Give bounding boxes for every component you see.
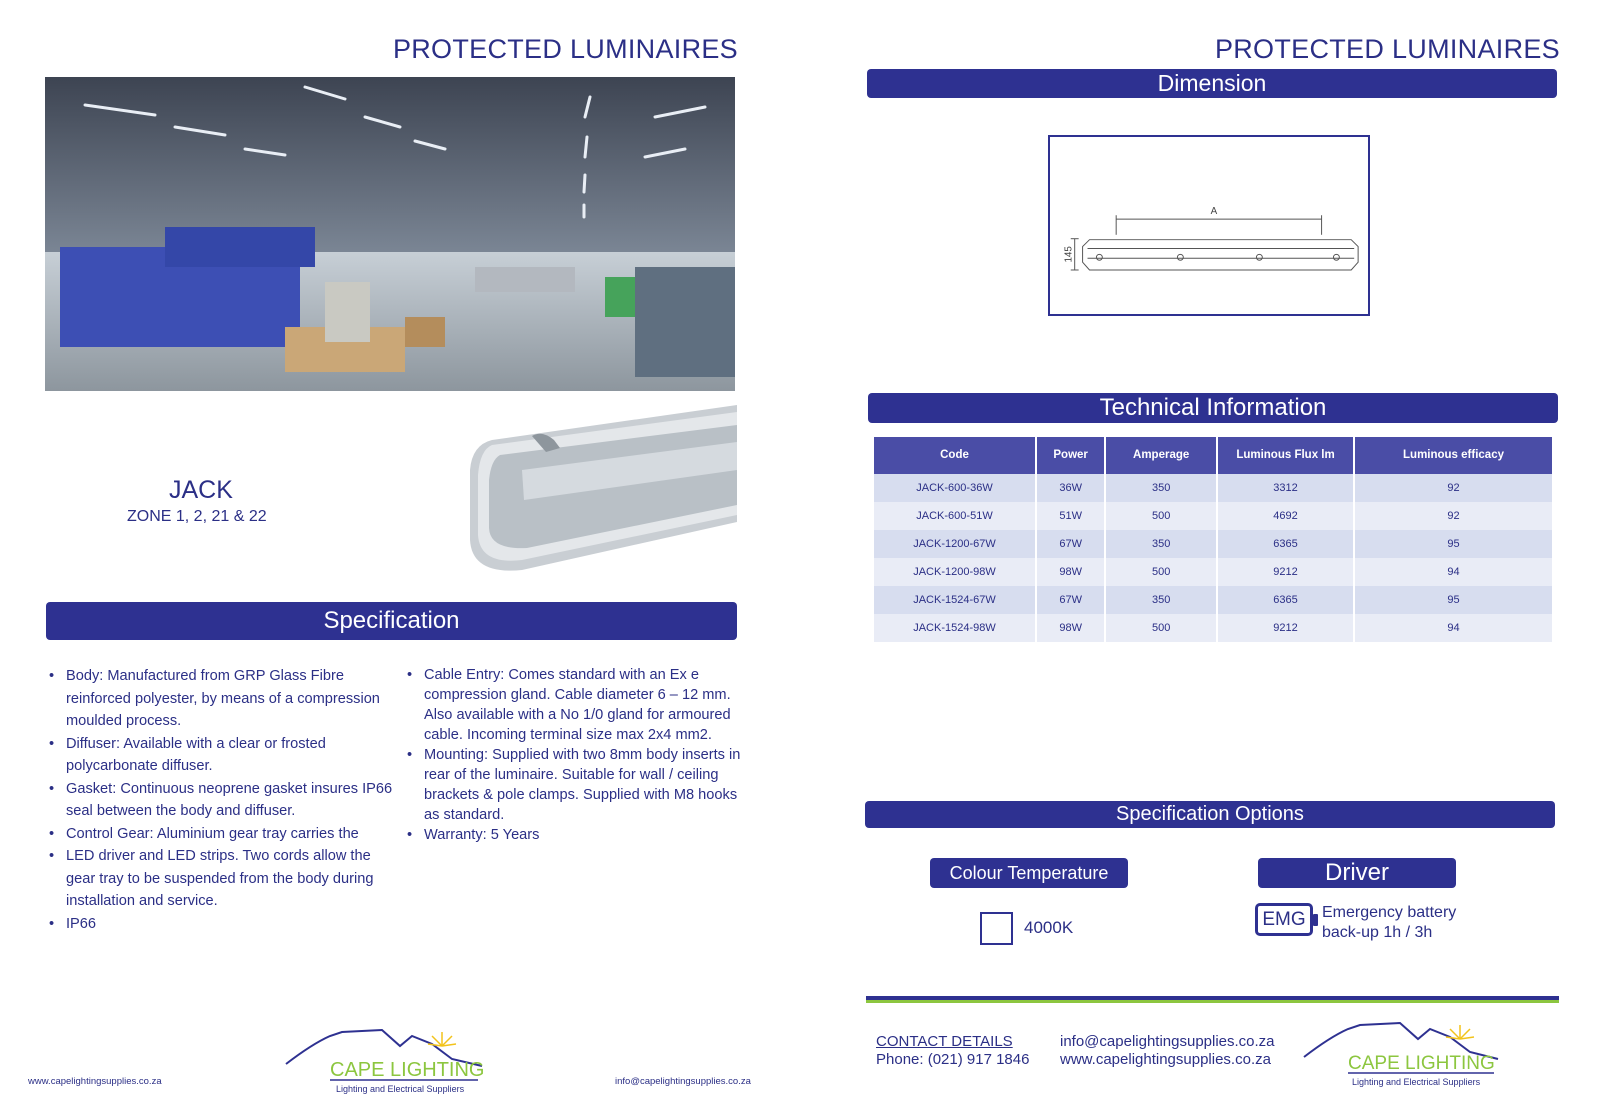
spec-item: • Control Gear: Aluminium gear tray carries the <box>46 823 396 846</box>
technical-table <box>872 437 1554 642</box>
specification-heading: Specification <box>46 602 737 640</box>
cell-luminous-flux: 3312 <box>1218 474 1353 502</box>
cell-luminous-flux: 6365 <box>1218 586 1353 614</box>
dimension-label-height: 145 <box>1063 246 1075 263</box>
cell-amperage: 500 <box>1106 502 1216 530</box>
page-title: PROTECTED LUMINAIRES <box>392 34 738 64</box>
table-row <box>874 474 1552 502</box>
cell-amperage: 500 <box>1106 614 1216 642</box>
cell-code: JACK-1200-67W <box>874 530 1035 558</box>
colour-temp-label: 4000K <box>1024 918 1074 937</box>
product-zone: ZONE 1, 2, 21 & 22 <box>127 508 267 525</box>
driver-heading: Driver <box>1258 858 1456 888</box>
colour-temperature-heading: Colour Temperature <box>930 858 1128 888</box>
col-header-luminous-efficacy: Luminous efficacy <box>1355 437 1552 474</box>
cell-luminous-flux: 9212 <box>1218 614 1353 642</box>
table-row <box>874 502 1552 530</box>
page-title: PROTECTED LUMINAIRES <box>1214 34 1560 64</box>
cell-amperage: 500 <box>1106 558 1216 586</box>
table-row <box>874 530 1552 558</box>
table-row <box>874 586 1552 614</box>
cell-luminous-efficacy: 92 <box>1355 502 1552 530</box>
cell-luminous-efficacy: 94 <box>1355 614 1552 642</box>
colour-temp-checkbox[interactable] <box>980 912 1013 945</box>
dimension-heading: Dimension <box>867 69 1557 98</box>
spec-list-right <box>404 665 749 845</box>
cape-lighting-logo <box>282 1024 492 1098</box>
footer-website: www.capelightingsupplies.co.za <box>28 1076 162 1087</box>
spec-list-left <box>46 665 396 935</box>
cell-luminous-flux: 9212 <box>1218 558 1353 586</box>
cell-code: JACK-1524-98W <box>874 614 1035 642</box>
table-row <box>874 614 1552 642</box>
cell-power: 67W <box>1037 530 1104 558</box>
technical-table-body <box>874 474 1552 642</box>
cell-luminous-flux: 6365 <box>1218 530 1353 558</box>
footer-rule-green <box>866 1000 1559 1003</box>
cape-lighting-logo <box>1300 1015 1505 1093</box>
contact-phone: Phone: (021) 917 1846 <box>876 1051 1030 1068</box>
logo-name: CAPE LIGHTING <box>330 1059 485 1081</box>
specification-options-heading: Specification Options <box>865 801 1555 828</box>
spec-item: • Warranty: 5 Years <box>404 825 749 845</box>
cell-luminous-efficacy: 95 <box>1355 530 1552 558</box>
cell-amperage: 350 <box>1106 586 1216 614</box>
cell-luminous-efficacy: 94 <box>1355 558 1552 586</box>
spec-item: • Mounting: Supplied with two 8mm body inserts in rear of the luminaire. Suitable for wall / ceiling brackets & pole clamps. Supplied with M8 hooks as standard. <box>404 745 749 825</box>
cell-code: JACK-600-36W <box>874 474 1035 502</box>
cell-power: 67W <box>1037 586 1104 614</box>
spec-item: • Gasket: Continuous neoprene gasket insures IP66 seal between the body and diffuser. <box>46 778 396 823</box>
cell-luminous-flux: 4692 <box>1218 502 1353 530</box>
cell-amperage: 350 <box>1106 530 1216 558</box>
table-header-row <box>874 437 1552 474</box>
cell-power: 98W <box>1037 614 1104 642</box>
col-header-luminous-flux: Luminous Flux lm <box>1218 437 1353 474</box>
product-name: JACK <box>169 476 233 504</box>
logo-tagline: Lighting and Electrical Suppliers <box>336 1084 465 1094</box>
dimension-label-a: A <box>1210 206 1218 218</box>
col-header-amperage: Amperage <box>1106 437 1216 474</box>
cell-power: 51W <box>1037 502 1104 530</box>
battery-icon <box>1255 903 1313 936</box>
cell-amperage: 350 <box>1106 474 1216 502</box>
logo-name: CAPE LIGHTING <box>1348 1053 1495 1074</box>
luminaire-photo <box>462 400 737 580</box>
contact-heading: CONTACT DETAILS <box>876 1033 1013 1050</box>
cell-code: JACK-1524-67W <box>874 586 1035 614</box>
right-page <box>800 0 1600 1113</box>
spec-item: • Cable Entry: Comes standard with an Ex e compression gland. Cable diameter 6 – 12 mm. Also available with a No 1/0 gland for armoured cable. Incoming terminal size max 2x4 mm2. <box>404 665 749 745</box>
contact-email[interactable]: info@capelightingsupplies.co.za <box>1060 1033 1275 1050</box>
dimension-drawing <box>1048 135 1370 316</box>
cell-luminous-efficacy: 92 <box>1355 474 1552 502</box>
driver-description: Emergency battery back-up 1h / 3h <box>1322 904 1457 941</box>
col-header-power: Power <box>1037 437 1104 474</box>
cell-power: 36W <box>1037 474 1104 502</box>
spec-item: • LED driver and LED strips. Two cords allow the gear tray to be suspended from the body during installation and service. <box>46 845 396 913</box>
cell-power: 98W <box>1037 558 1104 586</box>
cell-code: JACK-600-51W <box>874 502 1035 530</box>
spec-item: • IP66 <box>46 913 396 936</box>
cell-luminous-efficacy: 95 <box>1355 586 1552 614</box>
spec-item: • Diffuser: Available with a clear or frosted polycarbonate diffuser. <box>46 733 396 778</box>
col-header-code: Code <box>874 437 1035 474</box>
cell-code: JACK-1200-98W <box>874 558 1035 586</box>
spec-item: • Body: Manufactured from GRP Glass Fibre reinforced polyester, by means of a compression moulded process. <box>46 665 396 733</box>
table-row <box>874 558 1552 586</box>
driver-badge: EMG <box>1262 909 1306 930</box>
footer-email: info@capelightingsupplies.co.za <box>615 1076 751 1087</box>
logo-tagline: Lighting and Electrical Suppliers <box>1352 1077 1481 1087</box>
technical-information-heading: Technical Information <box>868 393 1558 423</box>
factory-photo <box>45 77 735 391</box>
contact-website[interactable]: www.capelightingsupplies.co.za <box>1060 1051 1271 1068</box>
